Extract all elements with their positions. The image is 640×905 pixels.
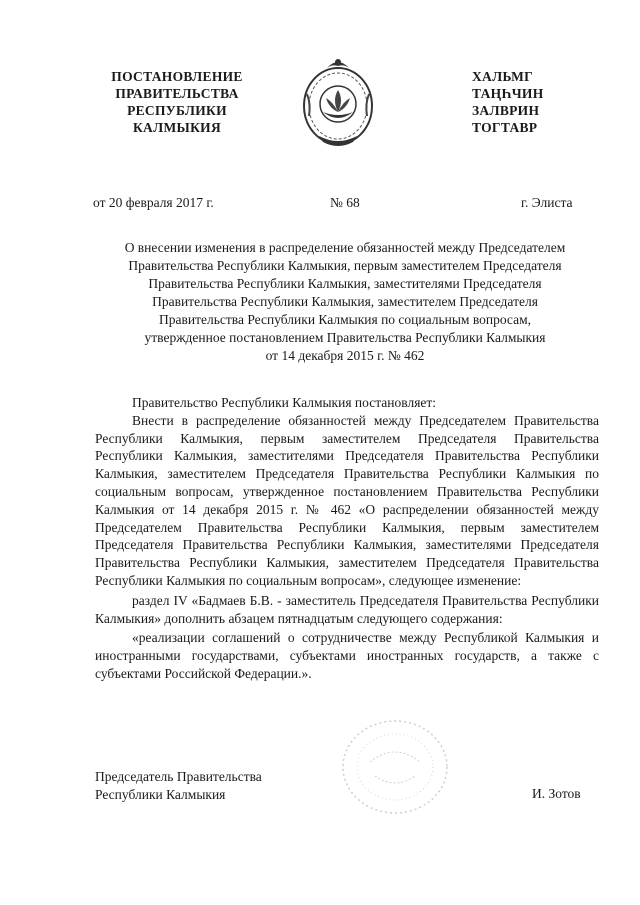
signatory-position: [95, 768, 262, 804]
kalmykia-coat-of-arms-icon: [299, 54, 377, 150]
body-paragraph-section: раздел IV «Бадмаев Б.В. - заместитель Председателя Правительства Республики Калмыкия» дополнить абзацем пятнадцатым следующего содержания:: [95, 592, 599, 626]
header-left-line: РЕСПУБЛИКИ: [127, 103, 227, 118]
title-line: Правительства Республики Калмыкия, заместителями Председателя: [148, 276, 542, 291]
header-left-title: [102, 68, 252, 136]
header-right-line: ЗАЛВРИН: [472, 103, 540, 118]
document-number: № 68: [330, 195, 360, 210]
title-line: от 14 декабря 2015 г. № 462: [265, 348, 425, 363]
title-line: Правительства Республики Калмыкия по социальным вопросам,: [158, 312, 531, 327]
title-line: Правительства Республики Калмыкия, заместителем Председателя: [152, 294, 538, 309]
title-line: утвержденное постановлением Правительства Республики Калмыкия: [144, 330, 546, 345]
signatory-position-line: Председатель Правительства: [95, 769, 262, 784]
body-paragraph-decree: Правительство Республики Калмыкия постановляет:: [132, 395, 437, 410]
document-title: [90, 239, 600, 365]
document-date: от 20 февраля 2017 г.: [93, 195, 214, 210]
body-paragraph-amendment: Внести в распределение обязанностей между Председателем Правительства Республики Калмыкия, первым заместителем Председателя Правительства Республики Калмыкия, заместителями Председателя Правительства Республики Калмыкия, заместителем Председателя Правительства Республики Калмыкия по социальным вопросам, утвержденное постановлением Правительства Республики Калмыкия от 14 декабря 2015 г. № 462 «О распределении обязанностей между Председателем Правительства Республики Калмыкия, первым заместителем Председателя Правительства Республики Калмыкия, заместителями Председателя Правительства Республики Калмыкия, заместителем Председателя Правительства Республики Калмыкия по социальным вопросам», следующее изменение:: [95, 412, 599, 588]
signatory-name: И. Зотов: [532, 786, 581, 801]
document-city: г. Элиста: [521, 195, 573, 210]
header-left-line: ПОСТАНОВЛЕНИЕ: [111, 69, 243, 84]
faded-seal-stamp-icon: [330, 712, 460, 822]
body-paragraph-quote: «реализации соглашений о сотрудничестве между Республикой Калмыкия и иностранными государствами, субъектами иностранных государств, а также с субъектами Российской Федерации.».: [95, 630, 599, 681]
signatory-position-line: Республики Калмыкия: [95, 787, 226, 802]
header-right-line: ТАҢҺЧИН: [472, 86, 544, 101]
title-line: О внесении изменения в распределение обязанностей между Председателем: [124, 240, 566, 255]
header-right-line: ТОГТАВР: [472, 120, 538, 135]
header-left-line: КАЛМЫКИЯ: [132, 120, 222, 135]
header-right-title: [472, 68, 562, 136]
title-line: Правительства Республики Калмыкия, первым заместителем Председателя: [128, 258, 562, 273]
document-body: [95, 394, 599, 683]
header-left-line: ПРАВИТЕЛЬСТВА: [115, 86, 239, 101]
header-right-line: ХАЛЬМГ: [472, 69, 534, 84]
